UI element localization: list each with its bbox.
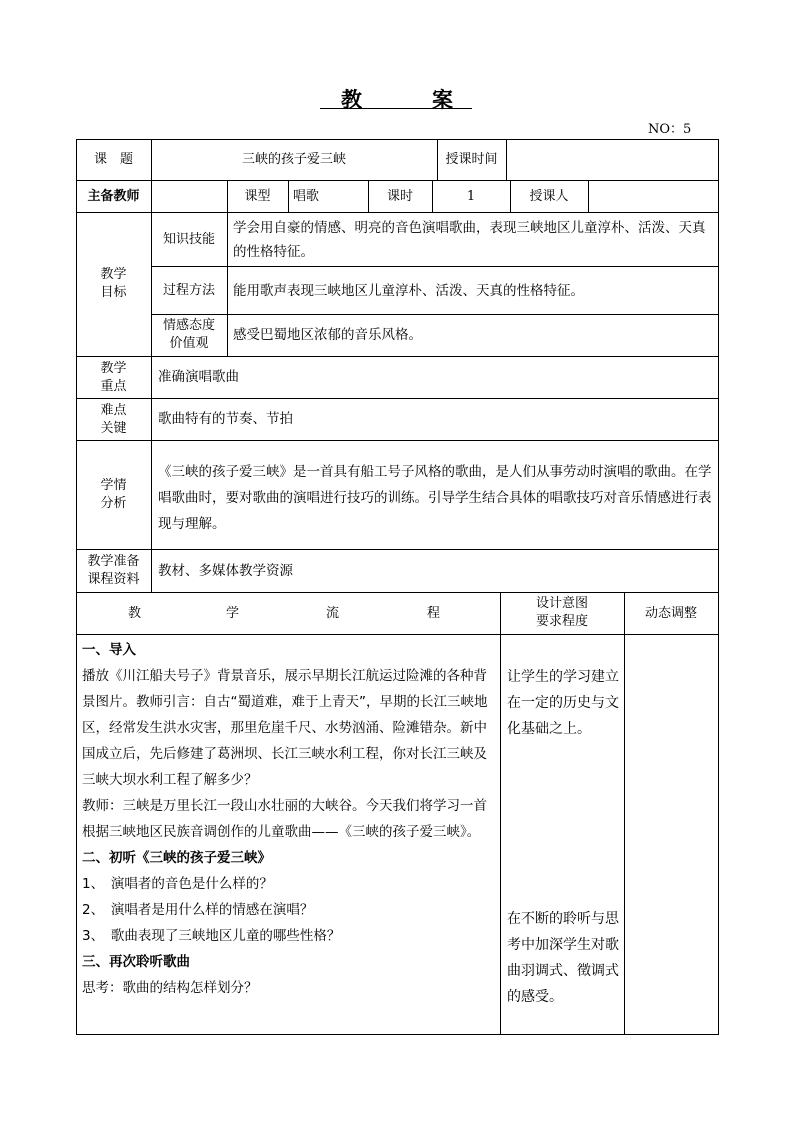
flow-header-char-4: 程 <box>427 606 441 621</box>
section-intro-para-2: 教师：三峡是万里长江一段山水壮丽的大峡谷。今天我们将学习一首根据三峡地区民族音调创作的儿童歌曲——《三峡的孩子爱三峡》。 <box>82 798 487 840</box>
prep-label <box>76 553 151 589</box>
design-intent-2: 在不断的聆听与思考中加深学生对歌曲羽调式、徵调式的感受。 <box>507 911 619 1005</box>
design-intent-1: 让学生的学习建立在一定的历史与文化基础之上。 <box>507 669 619 737</box>
dynamic-adjust-header: 动态调整 <box>644 606 697 621</box>
key-text: 歌曲特有的节奏、节拍 <box>158 411 293 427</box>
question-1: 1、 演唱者的音色是什么样的？ <box>82 876 273 892</box>
class-time-label: 授课时间 <box>445 152 498 167</box>
document-number: NO：5 <box>648 122 692 137</box>
goals-label-line2: 目标 <box>100 285 127 300</box>
topic-value: 三峡的孩子爱三峡 <box>241 152 346 167</box>
design-intent-header <box>500 595 624 631</box>
focus-label-line1: 教学 <box>100 361 127 376</box>
goal-knowledge-text: 学会用自豪的情感、明亮的音色演唱歌曲，表现三峡地区儿童淳朴、活泼、天真的性格特征。 <box>233 220 706 260</box>
key-label-line2: 关键 <box>100 421 127 436</box>
goal-process-label: 过程方法 <box>162 283 215 298</box>
analysis-label <box>76 477 151 513</box>
key-label-line1: 难点 <box>100 403 127 418</box>
design-intent-header-line1: 设计意图 <box>535 596 588 611</box>
lesson-hours-label: 课时 <box>386 189 413 204</box>
analysis-label-line2: 分析 <box>100 496 127 511</box>
lesson-type-label: 课型 <box>244 189 271 204</box>
flow-header-char-1: 教 <box>128 606 142 621</box>
goals-label <box>76 266 151 302</box>
question-3: 3、 歌曲表现了三峡地区儿童的哪些性格？ <box>82 928 341 944</box>
title-char-left: 教 <box>341 87 362 112</box>
prep-text: 教材、多媒体教学资源 <box>158 563 293 579</box>
section-intro-title: 一、导入 <box>82 642 136 658</box>
goal-emotion-label-line2: 价值观 <box>169 336 209 351</box>
prep-label-line2: 课程资料 <box>87 572 140 587</box>
section-second-listen-question: 思考：歌曲的结构怎样划分？ <box>82 980 258 996</box>
analysis-text: 《三峡的孩子爱三峡》是一首具有船工号子风格的歌曲，是人们从事劳动时演唱的歌曲。在学唱歌曲时，要对歌曲的演唱进行技巧的训练。引导学生结合具体的唱歌技巧对音乐情感进行表现与理解。 <box>158 464 712 532</box>
title-char-right: 案 <box>432 87 453 112</box>
focus-text: 准确演唱歌曲 <box>158 369 239 385</box>
section-first-listen-title: 二、初听《三峡的孩子爱三峡》 <box>82 850 271 866</box>
goals-label-line1: 教学 <box>100 267 127 282</box>
topic-label: 课 题 <box>93 152 133 167</box>
question-2: 2、 演唱者是用什么样的情感在演唱？ <box>82 902 314 918</box>
goal-emotion-label-line1: 情感态度 <box>162 318 215 333</box>
section-intro-para-1: 播放《川江船夫号子》背景音乐，展示早期长江航运过险滩的各种背景图片。教师引言：自古“蜀道难，难于上青天”，早期的长江三峡地区，经常发生洪水灾害，那里危崖千尺、水势汹涌、险滩错杂。新中国成立后，先后修建了葛洲坝、长江三峡水利工程，你对长江三峡及三峡大坝水利工程了解多少？ <box>82 668 488 788</box>
focus-label <box>76 360 151 396</box>
goal-emotion-label <box>151 317 227 353</box>
flow-header-char-3: 流 <box>326 606 340 621</box>
lesson-hours-value: 1 <box>466 189 476 204</box>
design-intent-header-line2: 要求程度 <box>535 614 588 629</box>
focus-label-line2: 重点 <box>100 379 127 394</box>
key-label <box>76 402 151 438</box>
goal-knowledge-label: 知识技能 <box>162 232 215 247</box>
flow-content <box>82 637 496 1001</box>
analysis-label-line1: 学情 <box>100 478 127 493</box>
lecturer-label: 授课人 <box>529 189 569 204</box>
flow-header-char-2: 学 <box>226 606 240 621</box>
prep-label-line1: 教学准备 <box>87 554 140 569</box>
lead-teacher-label: 主备教师 <box>87 189 140 204</box>
goal-process-text: 能用歌声表现三峡地区儿童淳朴、活泼、天真的性格特征。 <box>233 283 584 299</box>
goal-emotion-text: 感受巴蜀地区浓郁的音乐风格。 <box>233 327 422 343</box>
lesson-type-value: 唱歌 <box>293 189 320 204</box>
section-second-listen-title: 三、再次聆听歌曲 <box>82 954 190 970</box>
